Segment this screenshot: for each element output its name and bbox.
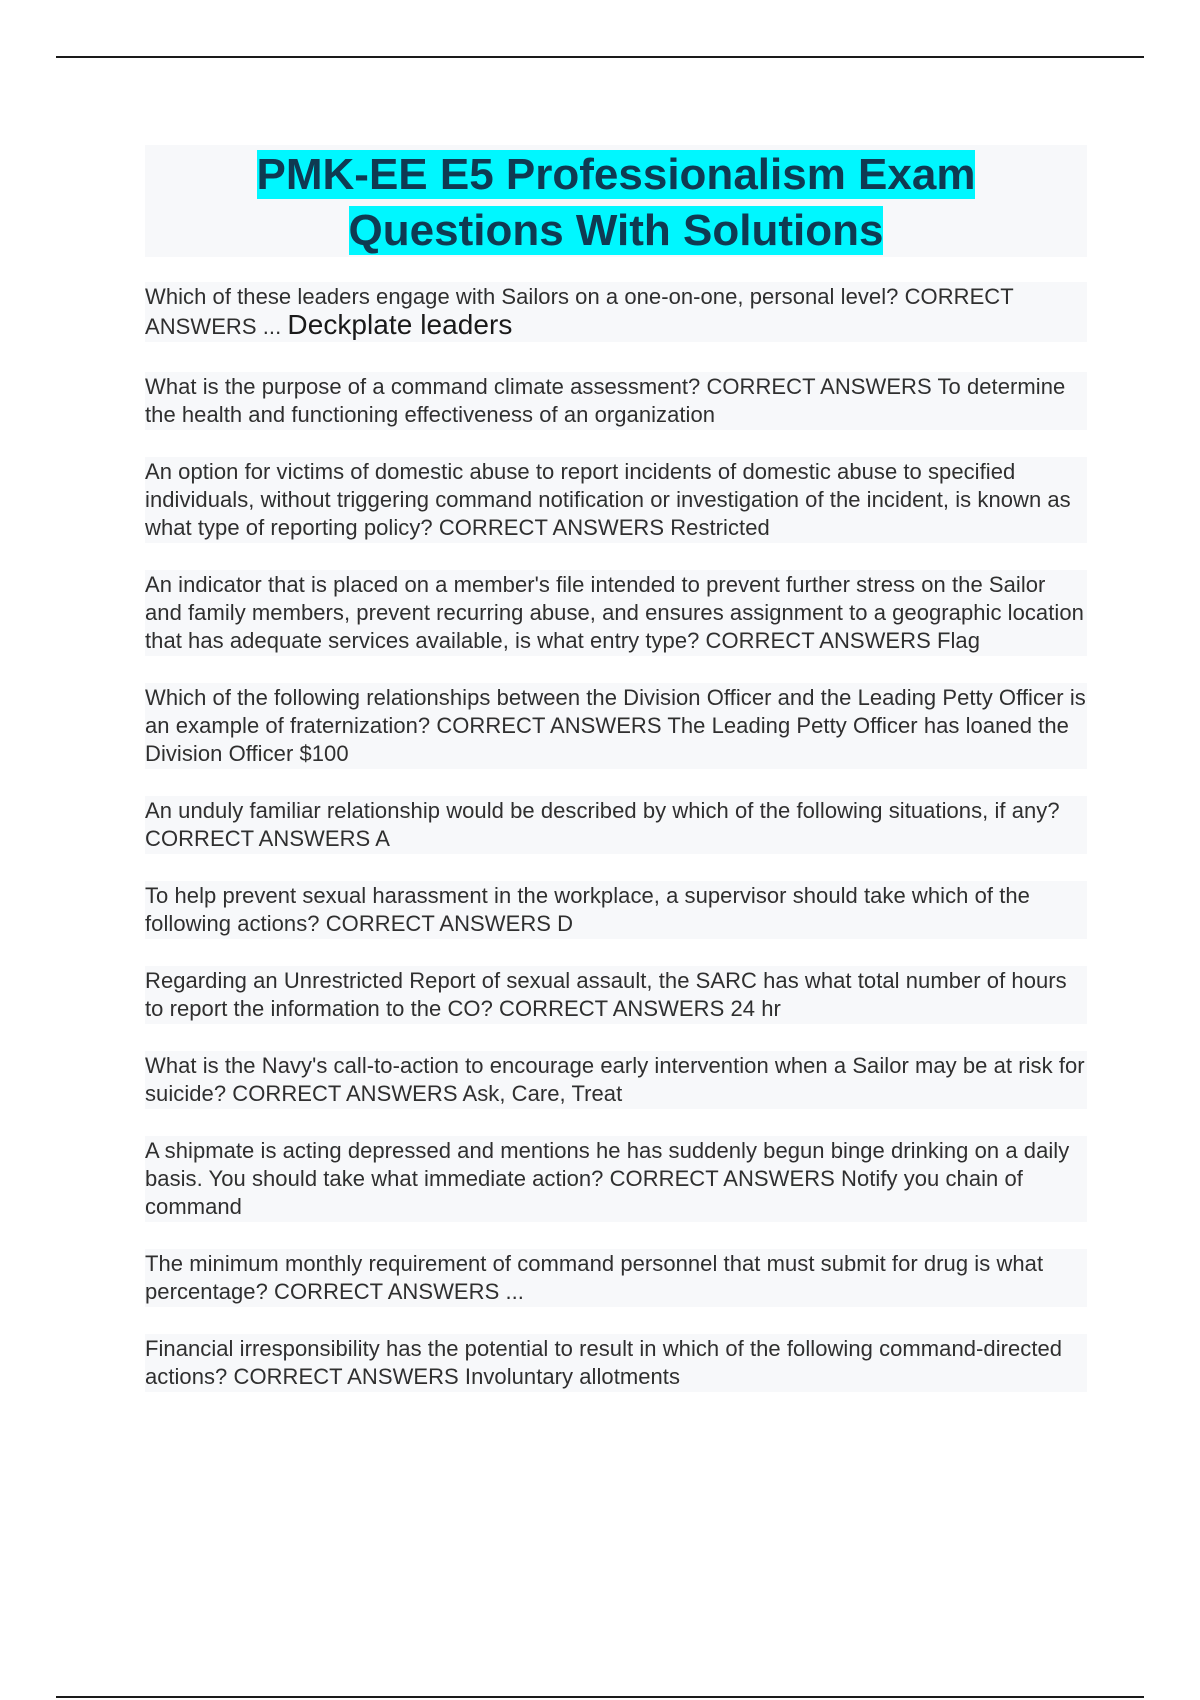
qa-item: What is the Navy's call-to-action to encourage early intervention when a Sailor may be at risk for suicide? CORRECT ANSWERS Ask, Care, Treat <box>145 1051 1087 1109</box>
page-title: PMK-EE E5 Professionalism Exam Questions With Solutions <box>256 150 976 255</box>
qa-item: Regarding an Unrestricted Report of sexual assault, the SARC has what total number of hours to report the information to the CO? CORRECT ANSWERS 24 hr <box>145 966 1087 1024</box>
qa-item: An option for victims of domestic abuse to report incidents of domestic abuse to specified individuals, without triggering command notification or investigation of the incident, is known as what type of reporting policy? CORRECT ANSWERS Restricted <box>145 457 1087 543</box>
qa-answer: Deckplate leaders <box>287 309 513 340</box>
qa-item <box>145 282 1087 342</box>
title-banner <box>145 145 1087 257</box>
qa-item: To help prevent sexual harassment in the workplace, a supervisor should take which of the following actions? CORRECT ANSWERS D <box>145 881 1087 939</box>
qa-item: What is the purpose of a command climate assessment? CORRECT ANSWERS To determine the health and functioning effectiveness of an organization <box>145 372 1087 430</box>
qa-question: Which of these leaders engage with Sailors on a one-on-one, personal level? CORRECT ANSWERS ... <box>145 284 1014 339</box>
top-rule <box>56 56 1144 58</box>
qa-item: Financial irresponsibility has the potential to result in which of the following command-directed actions? CORRECT ANSWERS Involuntary allotments <box>145 1334 1087 1392</box>
qa-item: Which of the following relationships between the Division Officer and the Leading Petty Officer is an example of fraternization? CORRECT ANSWERS The Leading Petty Officer has loaned the Division Officer $100 <box>145 683 1087 769</box>
qa-item: An indicator that is placed on a member's file intended to prevent further stress on the Sailor and family members, prevent recurring abuse, and ensures assignment to a geographic location that has adequate services available, is what entry type? CORRECT ANSWERS Flag <box>145 570 1087 656</box>
qa-list <box>145 282 1087 1419</box>
qa-item: An unduly familiar relationship would be described by which of the following situations, if any? CORRECT ANSWERS A <box>145 796 1087 854</box>
bottom-rule <box>56 1696 1144 1698</box>
qa-item: A shipmate is acting depressed and mentions he has suddenly begun binge drinking on a daily basis. You should take what immediate action? CORRECT ANSWERS Notify you chain of command <box>145 1136 1087 1222</box>
qa-item: The minimum monthly requirement of command personnel that must submit for drug is what percentage? CORRECT ANSWERS ... <box>145 1249 1087 1307</box>
